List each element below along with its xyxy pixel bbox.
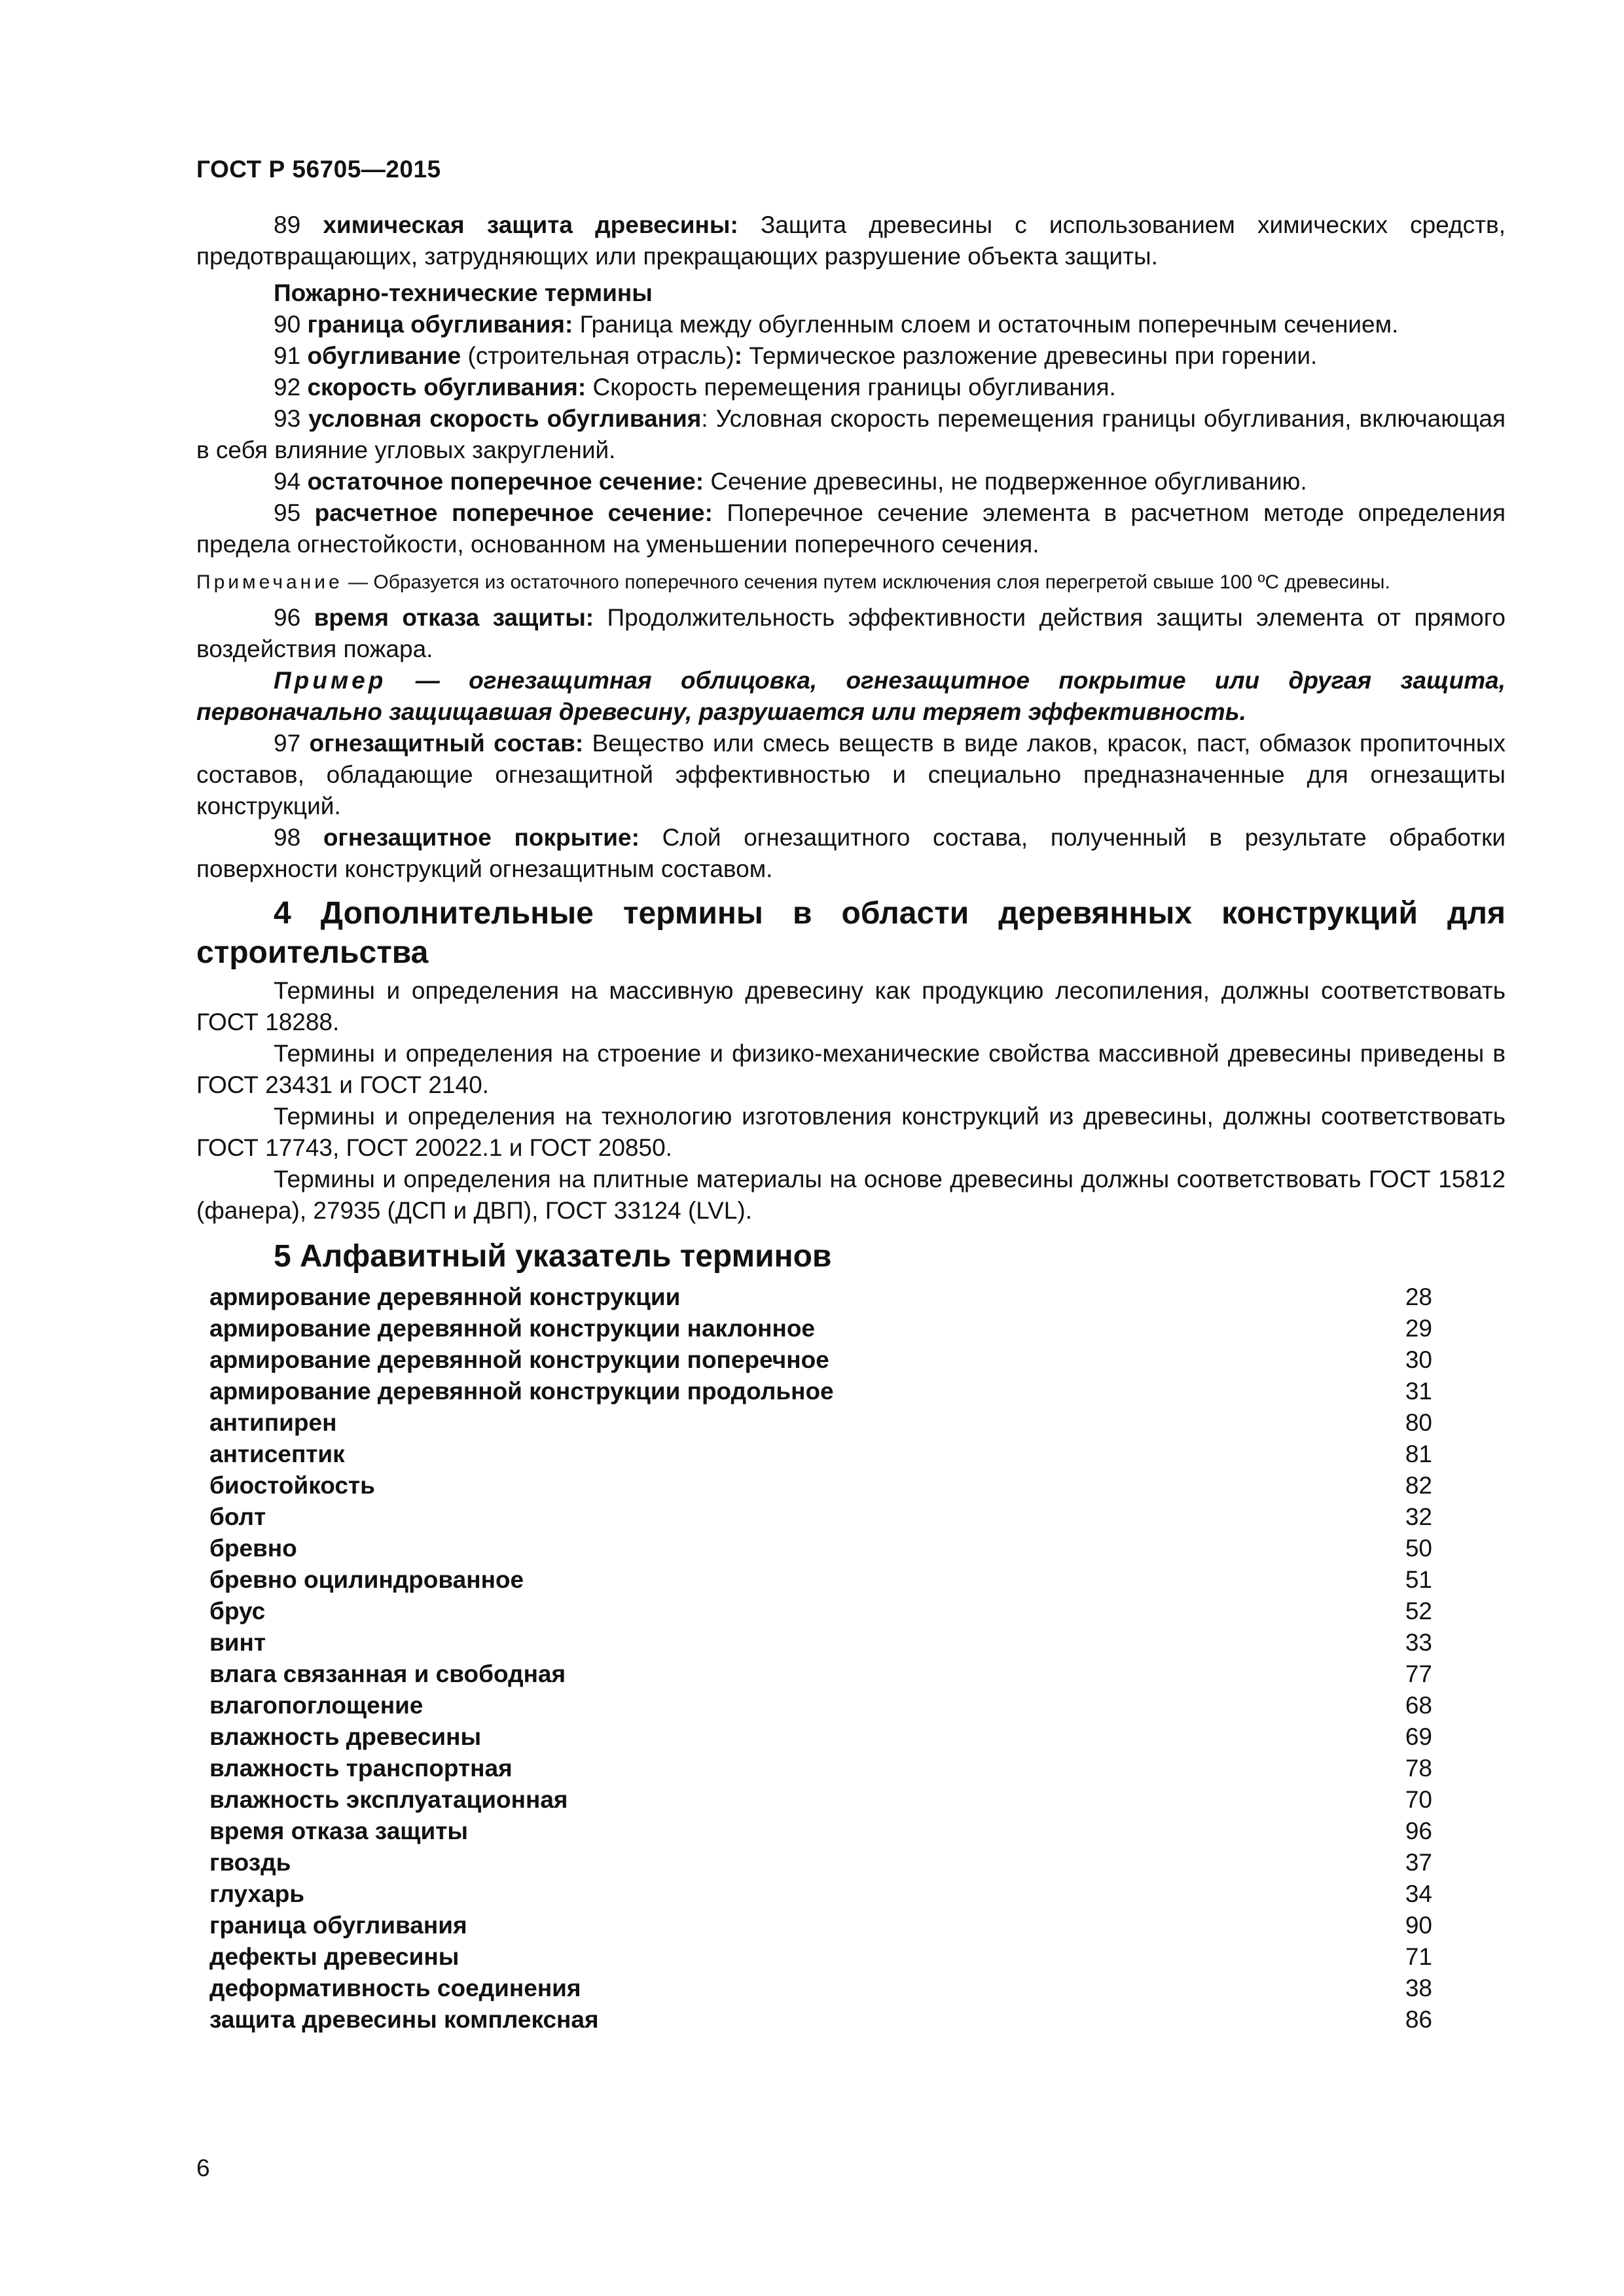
term-91	[196, 340, 1506, 372]
index-term: влагопоглощение	[209, 1692, 424, 1719]
term-number: 90	[274, 311, 301, 338]
index-row	[209, 1659, 1432, 1690]
term-96	[196, 602, 1506, 665]
index-number: 90	[1405, 1912, 1432, 1939]
index-number: 38	[1405, 1975, 1432, 2001]
index-number: 81	[1405, 1441, 1432, 1467]
term-name: время отказа защиты:	[314, 604, 594, 631]
index-row	[209, 1533, 1432, 1564]
term-qualifier: (строительная отрасль)	[461, 342, 734, 369]
term-name: химическая защита древесины:	[323, 211, 738, 238]
index-number: 77	[1405, 1660, 1432, 1687]
term-92	[196, 372, 1506, 403]
index-row	[209, 2004, 1432, 2036]
index-term: влага связанная и свободная	[209, 1660, 566, 1687]
index-row	[209, 1564, 1432, 1596]
index-term: гвоздь	[209, 1849, 291, 1876]
index-term: антипирен	[209, 1409, 337, 1436]
page-number: 6	[196, 2155, 210, 2181]
section-4-paragraph: Термины и определения на плитные материалы на основе древесины должны соответствовать ГОСТ 15812 (фанера), 27935 (ДСП и ДВП), ГОСТ 33124 (LVL).	[196, 1166, 1506, 1224]
index-number: 70	[1405, 1786, 1432, 1813]
index-term: граница обугливания	[209, 1912, 467, 1939]
term-number: 92	[274, 374, 301, 401]
index-term: армирование деревянной конструкции продольное	[209, 1378, 834, 1405]
section-4-paragraph: Термины и определения на строение и физико-механические свойства массивной древесины приведены в ГОСТ 23431 и ГОСТ 2140.	[196, 1040, 1506, 1098]
index-row	[209, 1784, 1432, 1816]
index-number: 34	[1405, 1880, 1432, 1907]
term-number: 94	[274, 468, 301, 495]
term-number: 95	[274, 499, 301, 526]
index-row	[209, 1627, 1432, 1659]
index-row	[209, 1282, 1432, 1313]
index-number: 96	[1405, 1818, 1432, 1844]
term-definition: Продолжительность эффективности действия защиты элемента от прямого воздействия пожара.	[196, 604, 1506, 662]
index-row	[209, 1596, 1432, 1627]
term-name: условная скорость обугливания	[308, 405, 702, 432]
term-definition: Вещество или смесь веществ в виде лаков, красок, паст, обмазок пропиточных составов, обладающие огнезащитной эффективностью и специально предназначенные для огнезащиты конструкций.	[196, 730, 1506, 819]
index-number: 31	[1405, 1378, 1432, 1405]
index-number: 69	[1405, 1723, 1432, 1750]
section-4-paragraph: Термины и определения на технологию изготовления конструкций из древесины, должны соответствовать ГОСТ 17743, ГОСТ 20022.1 и ГОСТ 20850.	[196, 1103, 1506, 1161]
index-term: влажность древесины	[209, 1723, 482, 1750]
index-row	[209, 1973, 1432, 2004]
index-row	[209, 1501, 1432, 1533]
note-label: Примечание	[196, 571, 343, 593]
term-definition: Термическое разложение древесины при горении.	[742, 342, 1318, 369]
term-number: 98	[274, 824, 301, 851]
index-row	[209, 1941, 1432, 1973]
term-90	[196, 309, 1506, 340]
index-term: бревно оцилиндрованное	[209, 1566, 524, 1593]
index-row	[209, 1344, 1432, 1376]
term-number: 93	[274, 405, 301, 432]
term-colon: :	[734, 342, 743, 369]
index-number: 68	[1405, 1692, 1432, 1719]
term-name: расчетное поперечное сечение:	[314, 499, 713, 526]
index-number: 86	[1405, 2006, 1432, 2033]
term-97	[196, 728, 1506, 822]
alphabetical-index	[209, 1282, 1432, 2036]
document-header: ГОСТ Р 56705—2015	[196, 156, 441, 183]
index-row	[209, 1847, 1432, 1878]
index-term: брус	[209, 1598, 266, 1624]
index-body	[209, 1282, 1432, 2036]
index-number: 50	[1405, 1535, 1432, 1562]
term-name: огнезащитный состав:	[309, 730, 584, 757]
index-term: влажность эксплуатационная	[209, 1786, 568, 1813]
index-term: армирование деревянной конструкции наклонное	[209, 1315, 815, 1342]
term-name: огнезащитное покрытие:	[323, 824, 640, 851]
index-term: дефекты древесины	[209, 1943, 460, 1970]
term-number: 97	[274, 730, 301, 757]
index-term: глухарь	[209, 1880, 305, 1907]
index-row	[209, 1910, 1432, 1941]
index-number: 32	[1405, 1503, 1432, 1530]
index-row	[209, 1439, 1432, 1470]
term-name: граница обугливания:	[307, 311, 573, 338]
term-name: обугливание	[307, 342, 461, 369]
index-term: армирование деревянной конструкции	[209, 1283, 681, 1310]
index-number: 52	[1405, 1598, 1432, 1624]
term-name: скорость обугливания:	[307, 374, 586, 401]
fire-terms-heading: Пожарно-технические термины	[274, 279, 653, 306]
page-content	[196, 209, 1506, 2036]
index-row	[209, 1470, 1432, 1501]
term-definition: Поперечное сечение элемента в расчетном методе определения предела огнестойкости, основанном на уменьшении поперечного сечения.	[196, 499, 1506, 558]
index-term: винт	[209, 1629, 266, 1656]
term-93	[196, 403, 1506, 466]
term-name: остаточное поперечное сечение:	[307, 468, 704, 495]
term-number: 91	[274, 342, 301, 369]
term-98	[196, 822, 1506, 885]
term-definition: Защита древесины с использованием химических средств, предотвращающих, затрудняющих или прекращающих разрушение объекта защиты.	[196, 211, 1506, 270]
term-89	[196, 209, 1506, 272]
term-number: 89	[274, 211, 301, 238]
term-95	[196, 497, 1506, 560]
term-94	[196, 466, 1506, 497]
section-5-title: 5 Алфавитный указатель терминов	[274, 1239, 832, 1274]
index-number: 80	[1405, 1409, 1432, 1436]
index-number: 78	[1405, 1755, 1432, 1782]
index-number: 82	[1405, 1472, 1432, 1499]
example-text: — огнезащитная облицовка, огнезащитное покрытие или другая защита, первоначально защищавшая древесину, разрушается или теряет эффективность.	[196, 667, 1506, 725]
index-row	[209, 1753, 1432, 1784]
index-number: 29	[1405, 1315, 1432, 1342]
term-definition: : Условная скорость перемещения границы обугливания, включающая в себя влияние угловых закруглений.	[196, 405, 1506, 463]
index-row	[209, 1690, 1432, 1721]
index-term: армирование деревянной конструкции поперечное	[209, 1346, 829, 1373]
note-text: — Образуется из остаточного поперечного сечения путем исключения слоя перегретой свыше 100 ºС древесины.	[342, 571, 1390, 593]
index-row	[209, 1376, 1432, 1407]
note	[196, 569, 1506, 596]
index-row	[209, 1816, 1432, 1847]
section-4-title: 4 Дополнительные термины в области деревянных конструкций для строительства	[196, 896, 1506, 970]
index-term: болт	[209, 1503, 266, 1530]
index-row	[209, 1313, 1432, 1344]
index-term: биостойкость	[209, 1472, 375, 1499]
index-term: время отказа защиты	[209, 1818, 468, 1844]
example-label: Пример	[274, 667, 387, 694]
section-4-paragraph: Термины и определения на массивную древесину как продукцию лесопиления, должны соответствовать ГОСТ 18288.	[196, 977, 1506, 1035]
index-number: 37	[1405, 1849, 1432, 1876]
example	[196, 665, 1506, 728]
index-row	[209, 1407, 1432, 1439]
term-definition: Граница между обугленным слоем и остаточным поперечным сечением.	[573, 311, 1399, 338]
index-number: 30	[1405, 1346, 1432, 1373]
index-term: влажность транспортная	[209, 1755, 513, 1782]
term-definition: Слой огнезащитного состава, полученный в результате обработки поверхности конструкций огнезащитным составом.	[196, 824, 1506, 882]
index-number: 51	[1405, 1566, 1432, 1593]
term-definition: Скорость перемещения границы обугливания.	[586, 374, 1116, 401]
index-number: 28	[1405, 1283, 1432, 1310]
term-number: 96	[274, 604, 301, 631]
index-term: бревно	[209, 1535, 297, 1562]
term-definition: Сечение древесины, не подверженное обугливанию.	[704, 468, 1307, 495]
index-term: антисептик	[209, 1441, 345, 1467]
index-number: 71	[1405, 1943, 1432, 1970]
index-row	[209, 1878, 1432, 1910]
index-number: 33	[1405, 1629, 1432, 1656]
index-term: защита древесины комплексная	[209, 2006, 599, 2033]
index-term: деформативность соединения	[209, 1975, 581, 2001]
index-row	[209, 1721, 1432, 1753]
